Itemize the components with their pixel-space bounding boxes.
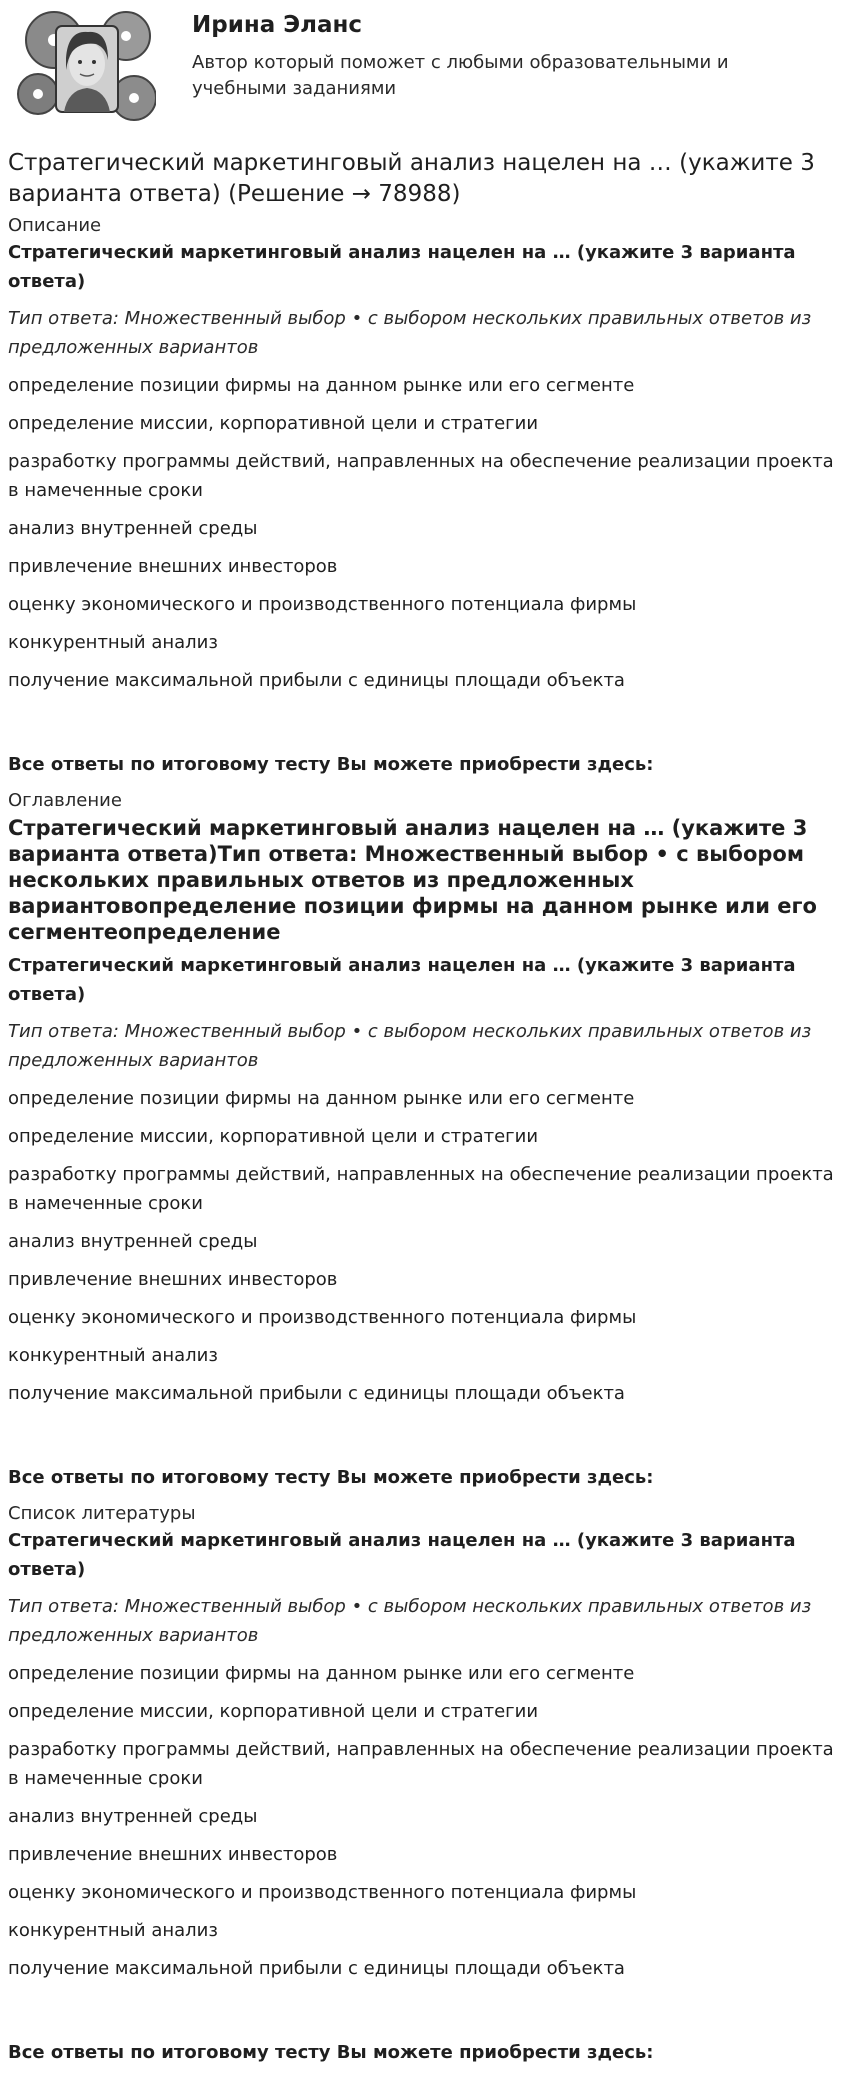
author-card	[8, 0, 839, 130]
option-item: оценку экономического и производственного потенциала фирмы	[8, 594, 637, 615]
option-item: конкурентный анализ	[8, 1345, 218, 1366]
option-item: анализ внутренней среды	[8, 1231, 258, 1252]
answer-type: Тип ответа: Множественный выбор • с выбором нескольких правильных ответов из предложенных вариантов	[8, 1021, 812, 1071]
options-list	[8, 371, 839, 695]
purchase-cta: Все ответы по итоговому тесту Вы можете приобрести здесь:	[8, 1467, 654, 1488]
section-label-literature: Список литературы	[8, 1503, 196, 1524]
option-item: привлечение внешних инвесторов	[8, 1269, 338, 1290]
option-item: анализ внутренней среды	[8, 518, 258, 539]
question-text: Стратегический маркетинговый анализ нацелен на … (укажите 3 варианта ответа)	[8, 955, 796, 1005]
literature-section	[8, 1502, 839, 2065]
toc-section	[8, 789, 839, 1490]
option-item: анализ внутренней среды	[8, 1806, 258, 1827]
option-item: разработку программы действий, направленных на обеспечение реализации проекта в намеченные сроки	[8, 1739, 834, 1789]
option-item: разработку программы действий, направленных на обеспечение реализации проекта в намеченные сроки	[8, 1164, 834, 1214]
section-label-toc: Оглавление	[8, 790, 122, 811]
purchase-cta: Все ответы по итоговому тесту Вы можете приобрести здесь:	[8, 754, 654, 775]
options-list	[8, 1659, 839, 1983]
option-item: получение максимальной прибыли с единицы площади объекта	[8, 1383, 625, 1404]
option-item: получение максимальной прибыли с единицы площади объекта	[8, 1958, 625, 1979]
option-item: оценку экономического и производственного потенциала фирмы	[8, 1882, 637, 1903]
option-item: оценку экономического и производственного потенциала фирмы	[8, 1307, 637, 1328]
option-item: конкурентный анализ	[8, 1920, 218, 1941]
option-item: получение максимальной прибыли с единицы площади объекта	[8, 670, 625, 691]
option-item: привлечение внешних инвесторов	[8, 1844, 338, 1865]
option-item: определение миссии, корпоративной цели и стратегии	[8, 413, 539, 434]
answer-type: Тип ответа: Множественный выбор • с выбором нескольких правильных ответов из предложенных вариантов	[8, 308, 812, 358]
section-label-description: Описание	[8, 215, 102, 236]
option-item: привлечение внешних инвесторов	[8, 556, 338, 577]
author-description: Автор который поможет с любыми образовательными и учебными заданиями	[192, 52, 729, 99]
option-item: определение позиции фирмы на данном рынке или его сегменте	[8, 1088, 635, 1109]
option-item: конкурентный анализ	[8, 632, 218, 653]
option-item: определение миссии, корпоративной цели и стратегии	[8, 1126, 539, 1147]
answer-type: Тип ответа: Множественный выбор • с выбором нескольких правильных ответов из предложенных вариантов	[8, 1596, 812, 1646]
question-text: Стратегический маркетинговый анализ нацелен на … (укажите 3 варианта ответа)	[8, 242, 796, 292]
options-list	[8, 1084, 839, 1408]
option-item: определение миссии, корпоративной цели и стратегии	[8, 1701, 539, 1722]
author-name[interactable]: Ирина Эланс	[192, 12, 363, 38]
option-item: определение позиции фирмы на данном рынке или его сегменте	[8, 375, 635, 396]
purchase-cta: Все ответы по итоговому тесту Вы можете приобрести здесь:	[8, 2042, 654, 2063]
toc-heading: Стратегический маркетинговый анализ нацелен на … (укажите 3 варианта ответа)Тип ответа: Множественный выбор • с выбором нескольких правильных ответов из предложенных вариантовопределение позиции фирмы на данном рынке или его сегментеопределение	[8, 816, 817, 944]
description-section	[8, 214, 839, 777]
option-item: разработку программы действий, направленных на обеспечение реализации проекта в намеченные сроки	[8, 451, 834, 501]
author-avatar[interactable]	[16, 8, 156, 126]
question-text: Стратегический маркетинговый анализ нацелен на … (укажите 3 варианта ответа)	[8, 1530, 796, 1580]
page-title: Стратегический маркетинговый анализ нацелен на … (укажите 3 варианта ответа) (Решение → 78988)	[8, 150, 815, 207]
option-item: определение позиции фирмы на данном рынке или его сегменте	[8, 1663, 635, 1684]
